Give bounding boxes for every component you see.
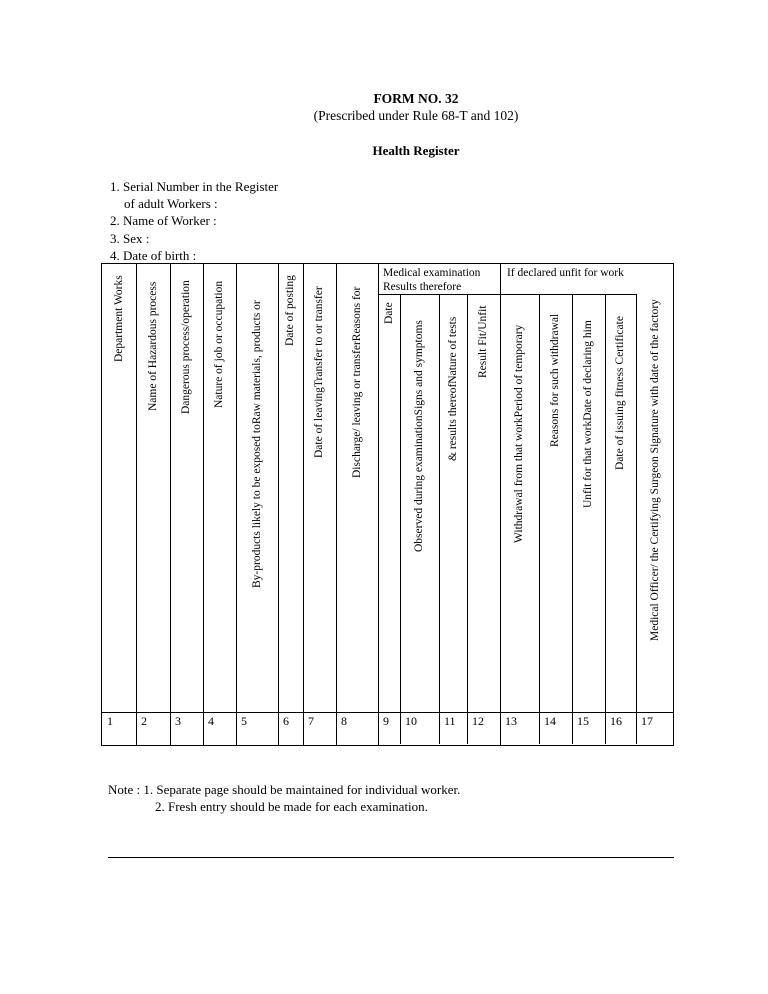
unfit-group-divider <box>500 294 636 295</box>
column-number-15: 15 <box>577 714 589 728</box>
column-divider <box>236 264 237 745</box>
column-number-4: 4 <box>208 714 214 728</box>
field-worker-name: 2. Name of Worker : <box>110 213 217 228</box>
column-number-13: 13 <box>505 714 517 728</box>
column-header-15: Unfit for that workDate of declaring him <box>582 320 594 508</box>
column-number-1: 1 <box>107 714 113 728</box>
column-number-9: 9 <box>383 714 389 728</box>
column-number-14: 14 <box>544 714 556 728</box>
form-subtitle: (Prescribed under Rule 68-T and 102) <box>313 108 519 123</box>
column-divider <box>278 264 279 745</box>
column-header-17: Medical Officer/ the Certifying Surgeon Signature with date of the factory <box>649 299 661 641</box>
field-serial-number: 1. Serial Number in the Register <box>110 179 279 194</box>
column-header-5: By-products likely to be exposed toRaw materials, products or <box>250 300 263 588</box>
column-divider <box>636 294 637 744</box>
column-number-12: 12 <box>472 714 484 728</box>
column-divider <box>378 264 379 745</box>
note-1: Note : 1. Separate page should be maintained for individual worker. <box>108 782 461 797</box>
column-number-6: 6 <box>283 714 289 728</box>
column-header-9: Date <box>382 302 395 324</box>
register-title: Health Register <box>372 143 460 158</box>
column-header-10: Observed during examinationSigns and symptoms <box>413 320 425 552</box>
column-number-17: 17 <box>641 714 653 728</box>
health-register-table <box>101 263 674 746</box>
column-header-4: Nature of job or occupation <box>213 280 225 408</box>
column-number-7: 7 <box>308 714 314 728</box>
column-header-8: Discharge/ leaving or transferReasons for <box>350 286 363 478</box>
column-header-2: Name of Hazardous process <box>146 281 159 411</box>
column-divider <box>572 294 573 744</box>
column-header-13: Withdrawal from that workPeriod of temporary <box>513 324 525 543</box>
column-header-3: Dangerous process/operation <box>180 280 192 414</box>
column-divider <box>500 264 501 745</box>
form-title: FORM NO. 32 <box>373 91 459 106</box>
column-header-16: Date of issuing fitness Certificate <box>614 316 626 470</box>
column-header-7: Date of leavingTransfer to or transfer <box>313 286 325 458</box>
column-number-10: 10 <box>405 714 417 728</box>
column-number-2: 2 <box>141 714 147 728</box>
field-date-of-birth: 4. Date of birth : <box>110 248 197 263</box>
note-2: 2. Fresh entry should be made for each examination. <box>155 799 428 814</box>
bottom-rule <box>108 857 674 858</box>
column-divider <box>539 294 540 744</box>
column-header-6: Date of posting <box>284 275 296 346</box>
group-if-declared-unfit: If declared unfit for work <box>507 267 624 279</box>
group-medical-examination: Medical examination Results therefore <box>383 267 481 293</box>
column-header-12: Result Fit/Unfit <box>477 305 489 378</box>
column-number-11: 11 <box>444 714 456 728</box>
column-divider <box>336 264 337 745</box>
column-header-1: Department Works <box>112 275 125 362</box>
column-divider <box>303 264 304 745</box>
column-divider <box>467 294 468 744</box>
column-number-16: 16 <box>610 714 622 728</box>
column-divider <box>136 264 137 745</box>
column-header-11: & results thereofNature of tests <box>446 316 459 461</box>
number-row-divider <box>102 712 673 713</box>
column-divider <box>203 264 204 745</box>
field-sex: 3. Sex : <box>110 231 150 246</box>
column-divider <box>605 294 606 744</box>
column-number-5: 5 <box>241 714 247 728</box>
column-number-3: 3 <box>175 714 181 728</box>
column-number-8: 8 <box>341 714 347 728</box>
column-divider <box>400 294 401 744</box>
field-serial-number-cont: of adult Workers : <box>124 196 218 211</box>
column-header-14: Reasons for such withdrawal <box>549 313 561 447</box>
column-divider <box>170 264 171 745</box>
column-divider <box>439 294 440 744</box>
